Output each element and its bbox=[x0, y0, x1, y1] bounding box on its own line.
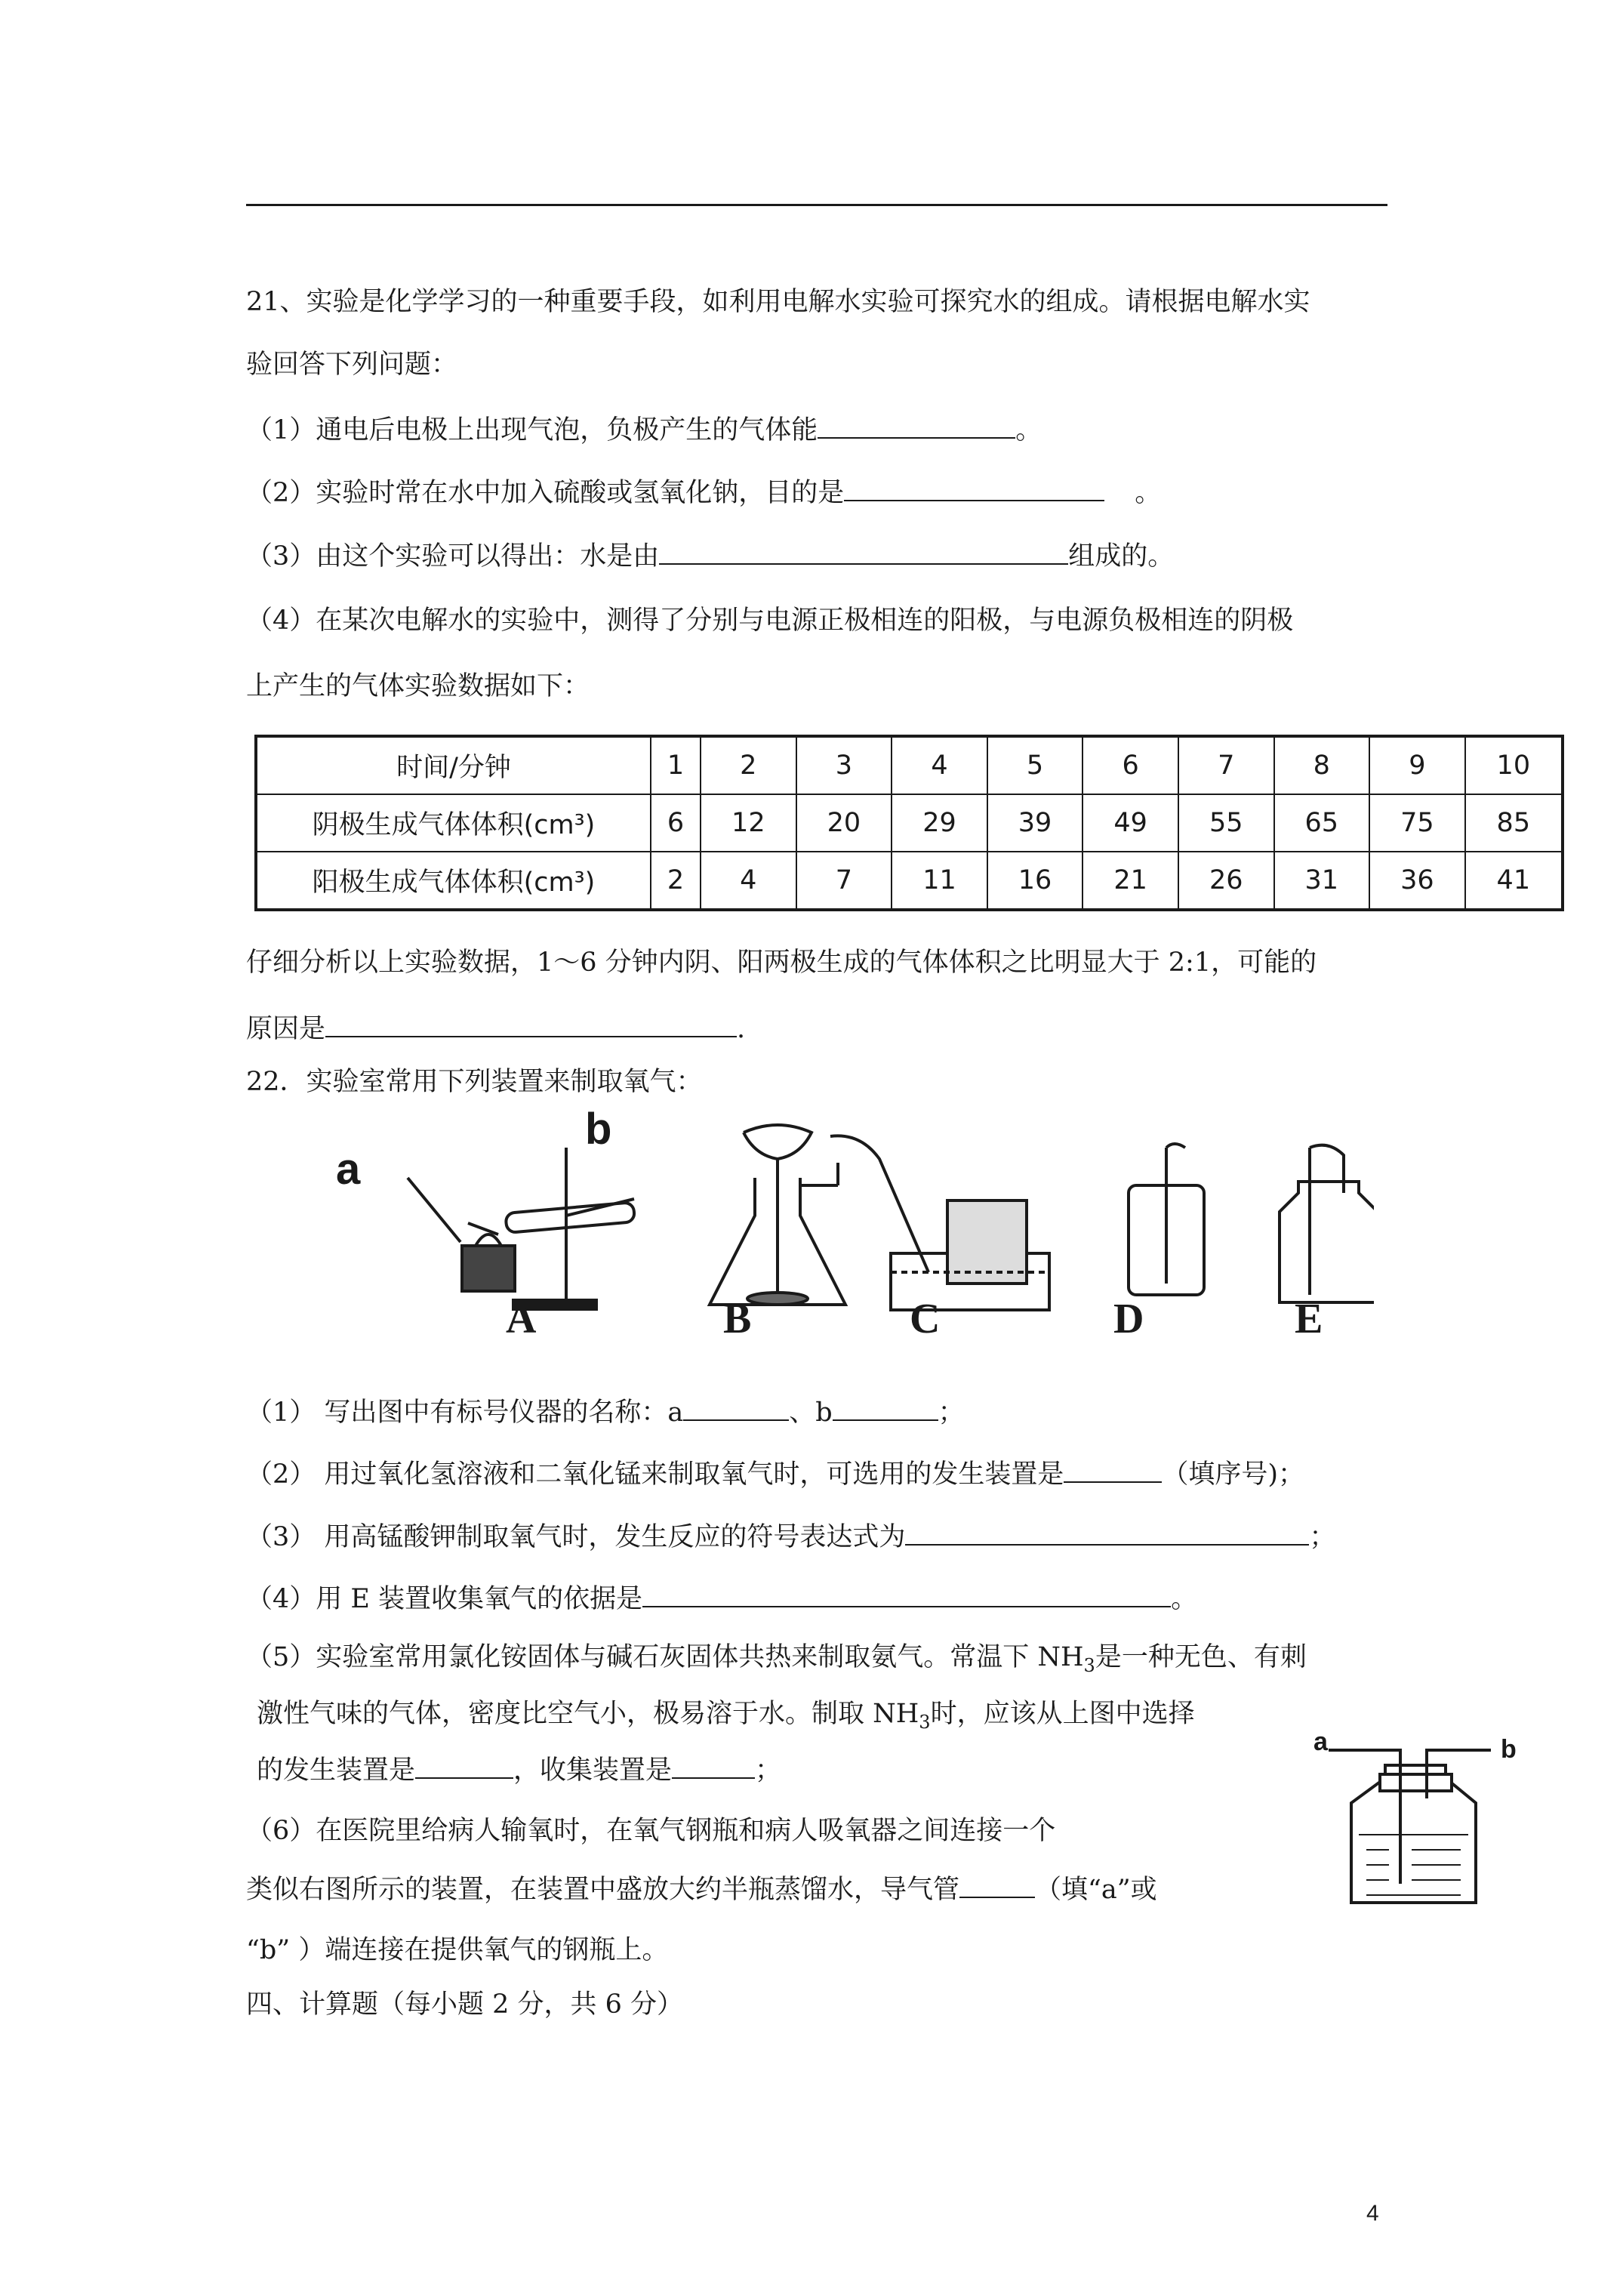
q21-part3 bbox=[246, 538, 1174, 575]
electrolysis-data-table bbox=[254, 735, 1564, 911]
q21-analysis-blank[interactable] bbox=[325, 1010, 737, 1037]
q22-part6-blank[interactable] bbox=[959, 1871, 1035, 1898]
table-cell: 4 bbox=[892, 736, 987, 794]
q22-intro: 22．实验室常用下列装置来制取氧气： bbox=[246, 1067, 703, 1097]
q21-analysis-line2 bbox=[246, 1010, 745, 1048]
q21-analysis-line1: 仔细分析以上实验数据，1～6 分钟内阴、阳两极生成的气体体积之比明显大于 2:1，可能的 bbox=[246, 948, 1317, 978]
q22-part2-end: （填序号)； bbox=[1162, 1459, 1305, 1490]
figure-label-a: a bbox=[336, 1145, 361, 1194]
q22-part2-text: （2） 用过氧化氢溶液和二氧化锰来制取氧气时，可选用的发生装置是 bbox=[246, 1459, 1064, 1490]
table-cell: 29 bbox=[892, 794, 987, 852]
nh3-subscript: 3 bbox=[919, 1712, 931, 1733]
q22-part5-blank-generator[interactable] bbox=[415, 1752, 513, 1779]
q22-part5-line2-text2: 时，应该从上图中选择 bbox=[930, 1699, 1195, 1729]
table-cell: 3 bbox=[796, 736, 892, 794]
q22-part1-blank-a[interactable] bbox=[683, 1394, 789, 1421]
q22-part6-line2-end: （填“a”或 bbox=[1035, 1875, 1157, 1905]
apparatus-c-drawing bbox=[830, 1136, 1049, 1310]
q22-part5-line1-text: （5）实验室常用氯化铵固体与碱石灰固体共热来制取氨气。常温下 NH bbox=[246, 1642, 1084, 1672]
oxygen-apparatus-figure bbox=[317, 1102, 1374, 1344]
q22-part4-end: 。 bbox=[1171, 1584, 1198, 1614]
q22-part4 bbox=[246, 1580, 1197, 1618]
q21-analysis-end: . bbox=[737, 1014, 746, 1044]
table-cell: 2 bbox=[701, 736, 796, 794]
q22-part4-text: （4）用 E 装置收集氧气的依据是 bbox=[246, 1584, 643, 1614]
table-cell: 12 bbox=[701, 794, 796, 852]
q22-part1-end: ； bbox=[938, 1398, 965, 1428]
table-cell: 5 bbox=[987, 736, 1083, 794]
q22-part5-line3-text: 的发生装置是 bbox=[257, 1755, 416, 1786]
header-rule bbox=[246, 204, 1387, 206]
q22-part1-mid: 、b bbox=[789, 1398, 833, 1428]
table-cell: 20 bbox=[796, 794, 892, 852]
q21-analysis-text: 原因是 bbox=[246, 1014, 326, 1044]
q21-part4-line1: （4）在某次电解水的实验中，测得了分别与电源正极相连的阳极，与电源负极相连的阴极 bbox=[246, 606, 1294, 636]
table-cell: 11 bbox=[892, 852, 987, 910]
q22-part2-blank[interactable] bbox=[1064, 1456, 1162, 1483]
apparatus-d-drawing bbox=[1129, 1144, 1204, 1295]
q22-part5-line1 bbox=[246, 1638, 1307, 1684]
q22-part3-end: ； bbox=[1309, 1522, 1336, 1552]
table-cell: 75 bbox=[1369, 794, 1465, 852]
table-row-label-anode: 阳极生成气体体积(cm³) bbox=[256, 852, 651, 910]
table-cell: 26 bbox=[1178, 852, 1274, 910]
q22-part5-line3-end: ； bbox=[755, 1755, 782, 1786]
table-cell: 55 bbox=[1178, 794, 1274, 852]
q22-part6-line2-text: 类似右图所示的装置，在装置中盛放大约半瓶蒸馏水，导气管 bbox=[246, 1875, 960, 1905]
table-cell: 1 bbox=[651, 736, 701, 794]
table-row bbox=[256, 736, 1563, 794]
q22-part5-line2 bbox=[257, 1695, 1195, 1741]
table-cell: 8 bbox=[1274, 736, 1370, 794]
q21-intro-line1: 21、实验是化学学习的一种重要手段，如利用电解水实验可探究水的组成。请根据电解水实 bbox=[246, 287, 1310, 317]
q21-part3-end: 组成的。 bbox=[1068, 541, 1175, 572]
table-cell: 4 bbox=[701, 852, 796, 910]
table-cell: 9 bbox=[1369, 736, 1465, 794]
q22-part1-text: （1） 写出图中有标号仪器的名称：a bbox=[246, 1398, 684, 1428]
table-cell: 7 bbox=[796, 852, 892, 910]
table-cell: 31 bbox=[1274, 852, 1370, 910]
q22-part5-line3-mid: ，收集装置是 bbox=[513, 1755, 673, 1786]
q21-part1-text: （1）通电后电极上出现气泡，负极产生的气体能 bbox=[246, 415, 818, 445]
q22-part1-blank-b[interactable] bbox=[833, 1394, 938, 1421]
q21-part2-text: （2）实验时常在水中加入硫酸或氢氧化钠，目的是 bbox=[246, 478, 845, 508]
apparatus-label-b: B bbox=[723, 1296, 752, 1342]
table-cell: 16 bbox=[987, 852, 1083, 910]
q21-part3-text: （3）由这个实验可以得出：水是由 bbox=[246, 541, 660, 572]
table-row bbox=[256, 794, 1563, 852]
table-cell: 21 bbox=[1083, 852, 1178, 910]
table-cell: 65 bbox=[1274, 794, 1370, 852]
q22-part3-text: （3） 用高锰酸钾制取氧气时，发生反应的符号表达式为 bbox=[246, 1522, 906, 1552]
q22-part5-line3 bbox=[257, 1752, 781, 1789]
q21-part1 bbox=[246, 411, 1042, 449]
q22-part4-blank[interactable] bbox=[642, 1580, 1171, 1607]
q22-part6-line1: （6）在医院里给病人输氧时，在氧气钢瓶和病人吸氧器之间连接一个 bbox=[246, 1816, 1056, 1846]
apparatus-e-drawing bbox=[1280, 1145, 1374, 1302]
table-row-label-cathode: 阴极生成气体体积(cm³) bbox=[256, 794, 651, 852]
table-cell: 6 bbox=[651, 794, 701, 852]
q22-part5-line1-text2: 是一种无色、有刺 bbox=[1095, 1642, 1307, 1672]
apparatus-label-c: C bbox=[910, 1296, 941, 1342]
bottle-tube-label-a: a bbox=[1313, 1729, 1328, 1756]
q22-part5-line2-text: 激性气味的气体，密度比空气小，极易溶于水。制取 NH bbox=[257, 1699, 919, 1729]
table-cell: 85 bbox=[1465, 794, 1563, 852]
table-cell: 36 bbox=[1369, 852, 1465, 910]
q21-part4-line2: 上产生的气体实验数据如下： bbox=[246, 671, 590, 701]
q22-part3 bbox=[246, 1518, 1335, 1556]
figure-label-b: b bbox=[585, 1105, 612, 1154]
q21-part2 bbox=[246, 474, 1161, 512]
q21-part1-blank[interactable] bbox=[818, 411, 1015, 439]
page-number: 4 bbox=[1366, 2201, 1379, 2226]
q22-part3-blank[interactable] bbox=[905, 1518, 1309, 1546]
table-cell: 10 bbox=[1465, 736, 1563, 794]
nh3-subscript: 3 bbox=[1083, 1655, 1095, 1676]
q21-part1-end: 。 bbox=[1015, 415, 1042, 445]
table-cell: 7 bbox=[1178, 736, 1274, 794]
table-cell: 2 bbox=[651, 852, 701, 910]
apparatus-label-d: D bbox=[1113, 1296, 1144, 1342]
apparatus-label-a: A bbox=[506, 1296, 537, 1342]
q21-intro-line2: 验回答下列问题： bbox=[246, 350, 458, 380]
apparatus-b-drawing bbox=[710, 1125, 845, 1305]
table-cell: 41 bbox=[1465, 852, 1563, 910]
q21-part2-blank[interactable] bbox=[844, 474, 1104, 501]
table-cell: 39 bbox=[987, 794, 1083, 852]
gas-washing-bottle-figure bbox=[1313, 1729, 1555, 1910]
q22-part2 bbox=[246, 1456, 1304, 1493]
table-row bbox=[256, 852, 1563, 910]
q22-part6-line2 bbox=[246, 1871, 1157, 1909]
q21-part2-end: 。 bbox=[1135, 478, 1162, 508]
q22-part5-blank-collector[interactable] bbox=[672, 1752, 755, 1779]
q22-part6-line3: “b” ）端连接在提供氧气的钢瓶上。 bbox=[246, 1935, 669, 1965]
table-header-time: 时间/分钟 bbox=[256, 736, 651, 794]
section-4-heading: 四、计算题（每小题 2 分，共 6 分） bbox=[246, 1989, 684, 2020]
q22-part1 bbox=[246, 1394, 965, 1432]
q21-part3-blank[interactable] bbox=[659, 538, 1068, 565]
table-cell: 6 bbox=[1083, 736, 1178, 794]
table-cell: 49 bbox=[1083, 794, 1178, 852]
apparatus-label-e: E bbox=[1295, 1296, 1323, 1342]
apparatus-a-drawing bbox=[408, 1148, 635, 1309]
bottle-tube-label-b: b bbox=[1501, 1735, 1517, 1764]
